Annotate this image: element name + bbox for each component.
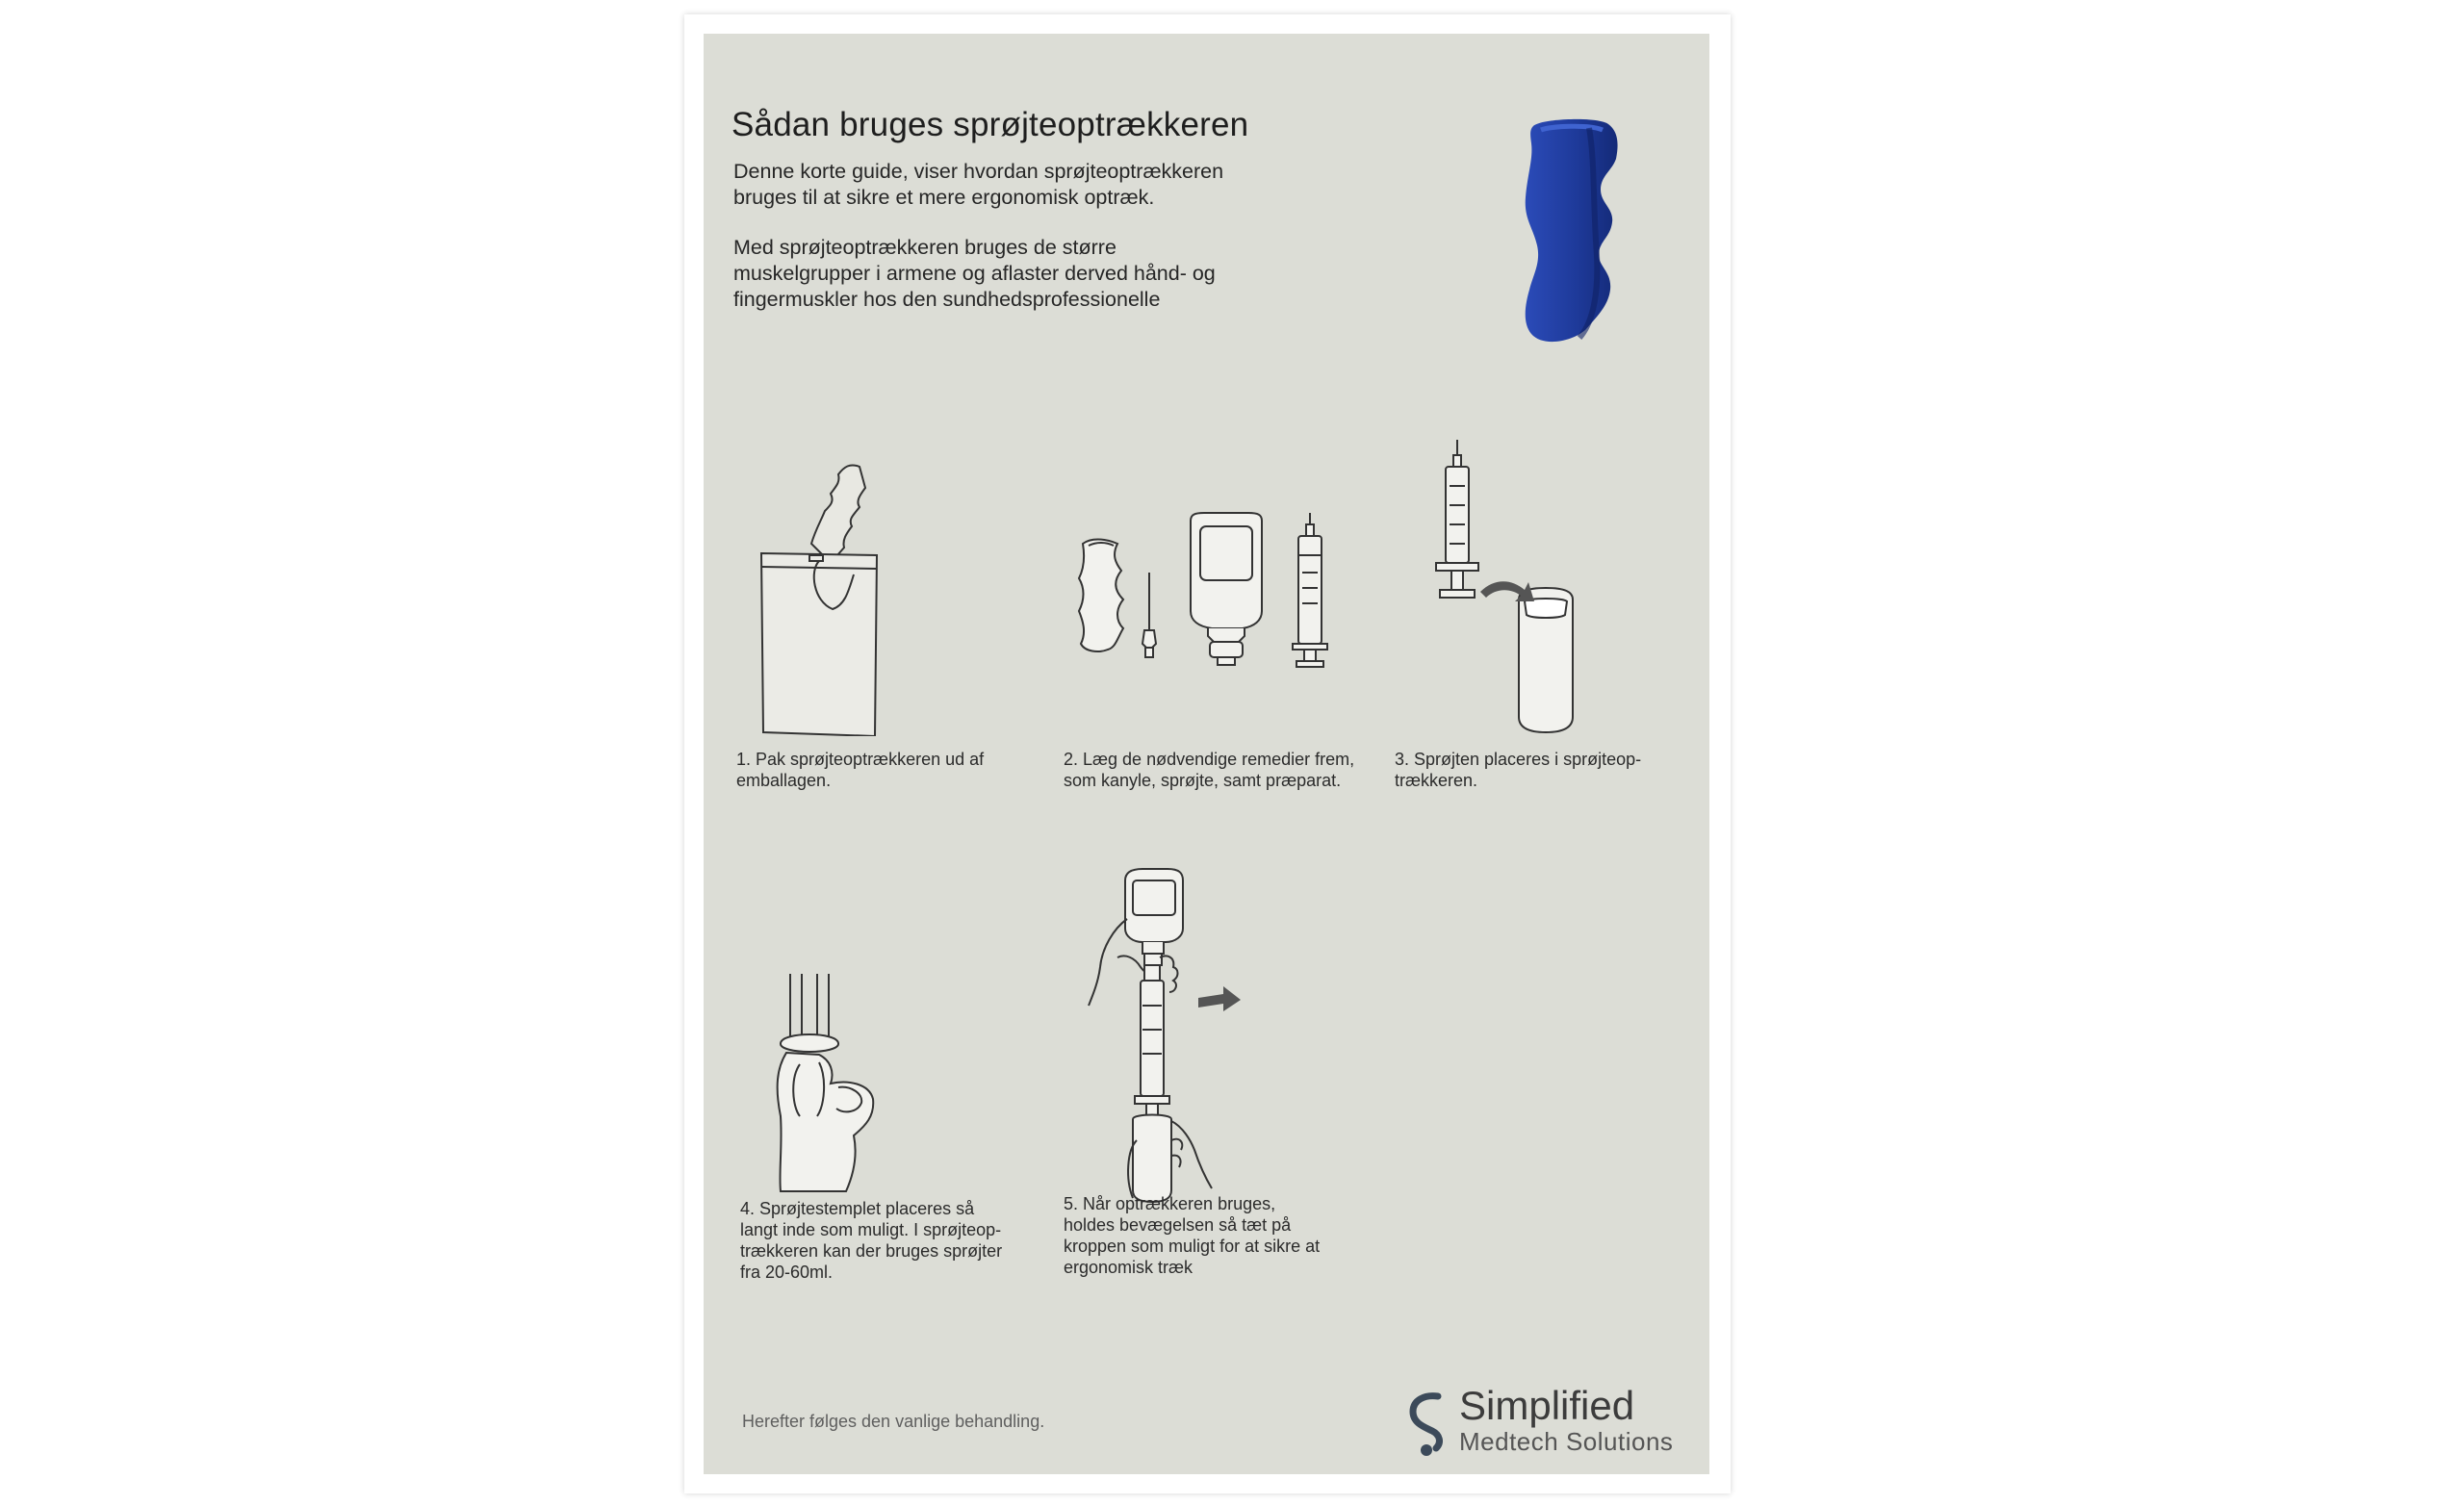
brand-subtitle: Medtech Solutions xyxy=(1459,1427,1674,1456)
page-title: Sådan bruges sprøjteoptrækkeren xyxy=(732,106,1249,143)
intro-line: bruges til at sikre et mere ergonomisk optræk. xyxy=(733,186,1155,209)
step-line: 4. Sprøjtestemplet placeres så xyxy=(740,1199,975,1218)
step-line: trækkeren kan der bruges sprøjter xyxy=(740,1241,1003,1261)
body-line: muskelgrupper i armene og aflaster derved hånd- og xyxy=(733,262,1216,285)
brand-name: Simplified xyxy=(1459,1383,1635,1428)
plunger-icon xyxy=(761,972,886,1193)
step-line: 2. Læg de nødvendige remedier frem, xyxy=(1064,750,1355,769)
intro-paragraph-1 xyxy=(733,159,1272,211)
body-line: fingermuskler hos den sundhedsprofessionelle xyxy=(733,288,1161,311)
brand-logo xyxy=(1401,1383,1690,1460)
supplies-icon xyxy=(1069,486,1377,727)
body-line: Med sprøjteoptrækkeren bruges de større xyxy=(733,236,1116,259)
guide-panel xyxy=(704,34,1709,1474)
step-1-caption xyxy=(736,749,1025,791)
step-2-caption xyxy=(1064,749,1372,791)
step-line: emballagen. xyxy=(736,771,832,790)
logo-icon xyxy=(1405,1390,1451,1458)
footer-note: Herefter følges den vanlige behandling. xyxy=(742,1412,1045,1431)
step-line: som kanyle, sprøjte, samt præparat. xyxy=(1064,771,1342,790)
intro-paragraph-2 xyxy=(733,235,1272,313)
step-line: ergonomisk træk xyxy=(1064,1258,1194,1277)
hands-draw-icon xyxy=(1079,861,1320,1227)
bag-icon xyxy=(752,447,886,736)
step-line: 3. Sprøjten placeres i sprøjteop- xyxy=(1395,750,1642,769)
step-line: fra 20-60ml. xyxy=(740,1263,834,1282)
syringe-insert-icon xyxy=(1411,438,1604,746)
step-line: 5. Når optrækkeren bruges, xyxy=(1064,1194,1276,1213)
step-line: trækkeren. xyxy=(1395,771,1478,790)
step-5-caption xyxy=(1064,1193,1352,1278)
step-line: 1. Pak sprøjteoptrækkeren ud af xyxy=(736,750,985,769)
step-4-caption xyxy=(740,1198,1029,1283)
guide-sheet xyxy=(684,14,1731,1493)
step-line: langt inde som muligt. I sprøjteop- xyxy=(740,1220,1002,1239)
step-3-caption xyxy=(1395,749,1683,791)
step-line: holdes bevægelsen så tæt på xyxy=(1064,1215,1292,1235)
intro-text xyxy=(733,159,1272,337)
intro-line: Denne korte guide, viser hvordan sprøjteoptrækkeren xyxy=(733,160,1224,183)
product-photo-icon xyxy=(1512,101,1628,361)
step-line: kroppen som muligt for at sikre at xyxy=(1064,1237,1321,1256)
